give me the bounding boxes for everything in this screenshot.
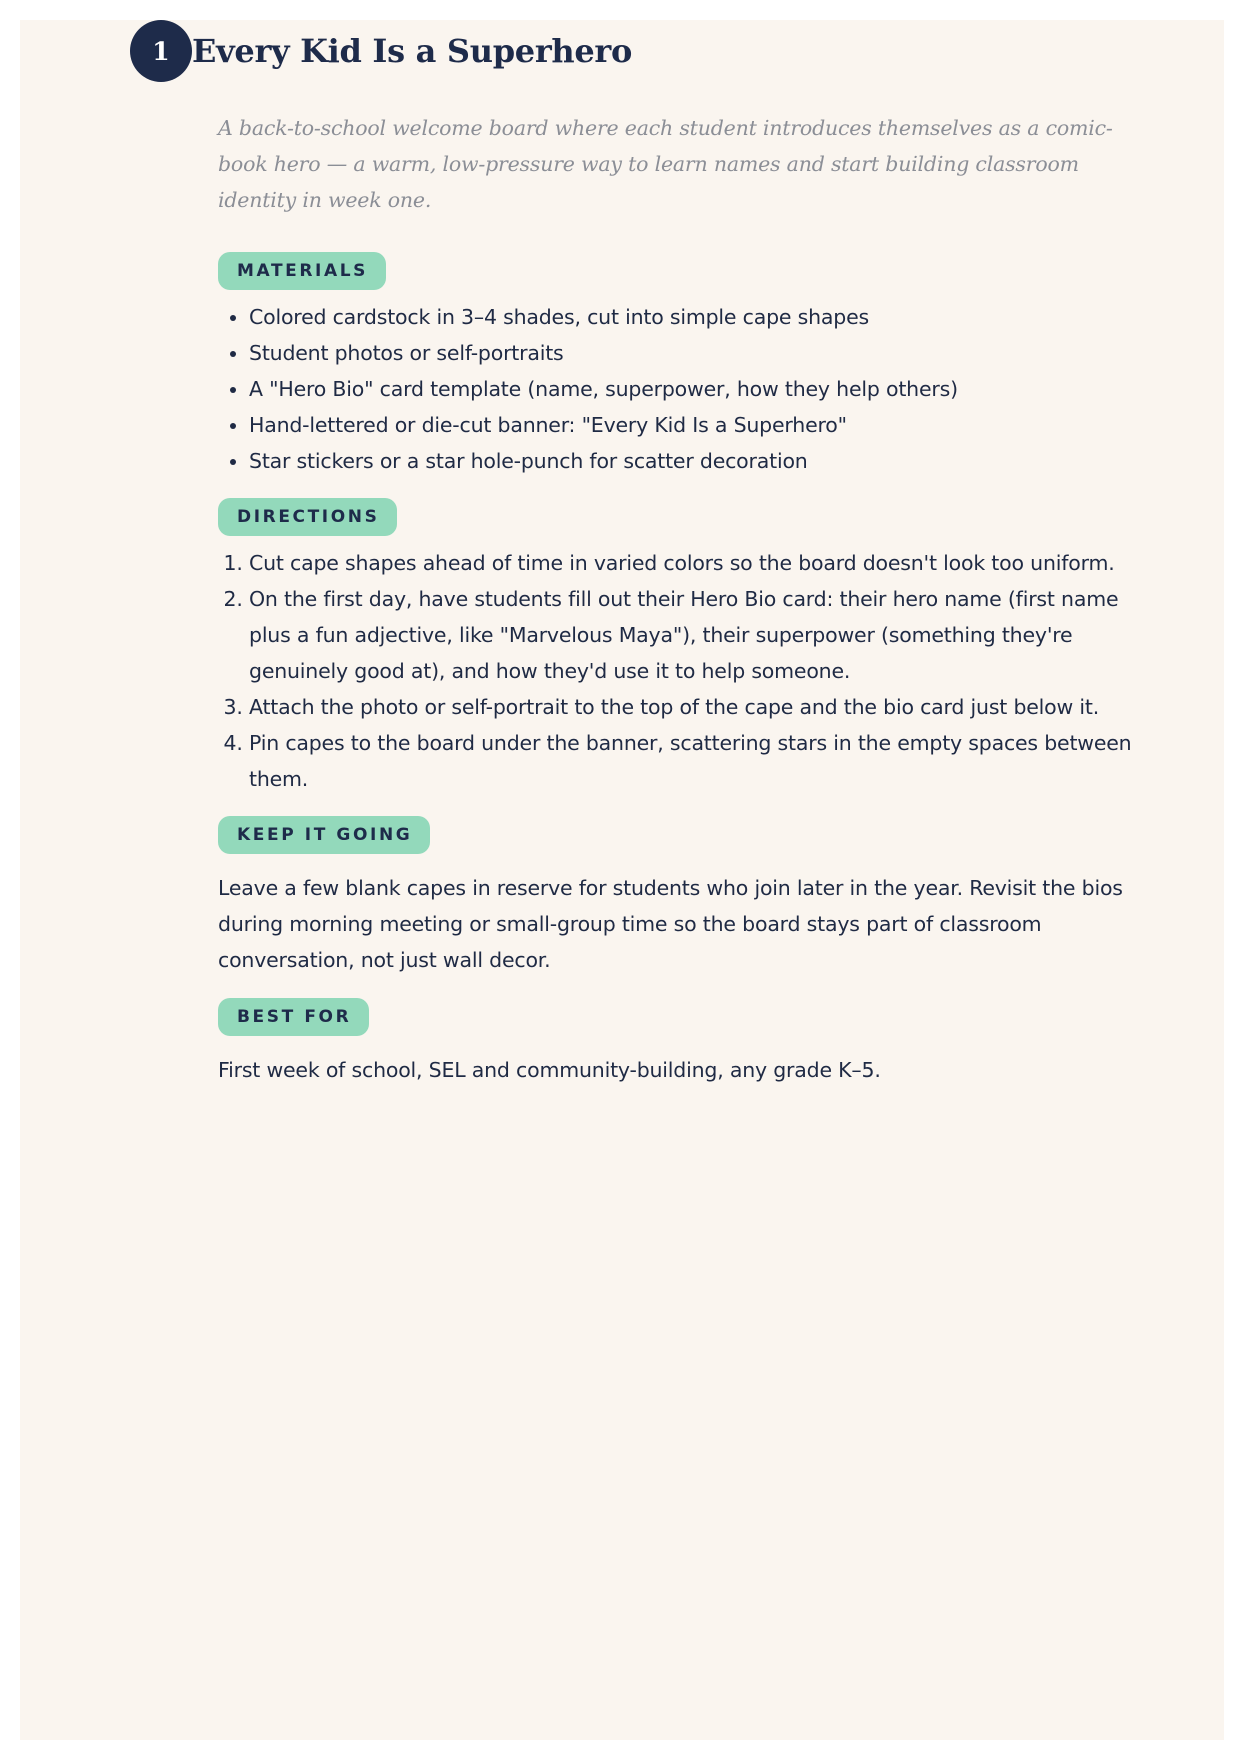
direction-step: 1. Cut cape shapes ahead of time in varied colors so the board doesn't look too uniform. xyxy=(249,545,1138,581)
keep-it-going-text: Leave a few blank capes in reserve for students who join later in the year. Revisit the bios during morning meeting or small-group time so the board stays part of classroom conversation, not just wall decor. xyxy=(218,876,1123,972)
materials-item: • Star stickers or a star hole-punch for scatter decoration xyxy=(249,443,1138,479)
direction-step: 4. Pin capes to the board under the banner, scattering stars in the empty spaces between them. xyxy=(249,725,1138,797)
best-for-heading: BEST FOR xyxy=(218,998,369,1036)
directions-list xyxy=(218,545,1138,797)
best-for-text: First week of school, SEL and community-building, any grade K–5. xyxy=(218,1058,881,1082)
directions-heading: DIRECTIONS xyxy=(218,498,397,536)
materials-item: • Student photos or self-portraits xyxy=(249,335,1138,371)
materials-list xyxy=(218,299,1138,479)
materials-item: • A "Hero Bio" card template (name, superpower, how they help others) xyxy=(249,371,1138,407)
direction-step: 2. On the first day, have students fill out their Hero Bio card: their hero name (first name plus a fun adjective, like "Marvelous Maya"), their superpower (something they're genuinely good at), and how they'd use it to help someone. xyxy=(249,581,1138,689)
activity-number-badge: 1 xyxy=(130,20,192,82)
activity-page xyxy=(20,20,1224,1740)
materials-item: • Hand-lettered or die-cut banner: "Every Kid Is a Superhero" xyxy=(249,407,1138,443)
activity-title: Every Kid Is a Superhero xyxy=(192,32,633,70)
materials-heading: MATERIALS xyxy=(218,252,386,290)
keep-it-going-heading: KEEP IT GOING xyxy=(218,816,430,854)
materials-item: • Colored cardstock in 3–4 shades, cut into simple cape shapes xyxy=(249,299,1138,335)
activity-intro: A back-to-school welcome board where each student introduces themselves as a comic-book hero — a warm, low-pressure way to learn names and start building classroom identity in week one. xyxy=(218,116,1113,212)
activity-content xyxy=(218,110,1138,1108)
activity-header xyxy=(130,20,632,82)
direction-step: 3. Attach the photo or self-portrait to the top of the cape and the bio card just below it. xyxy=(249,689,1138,725)
